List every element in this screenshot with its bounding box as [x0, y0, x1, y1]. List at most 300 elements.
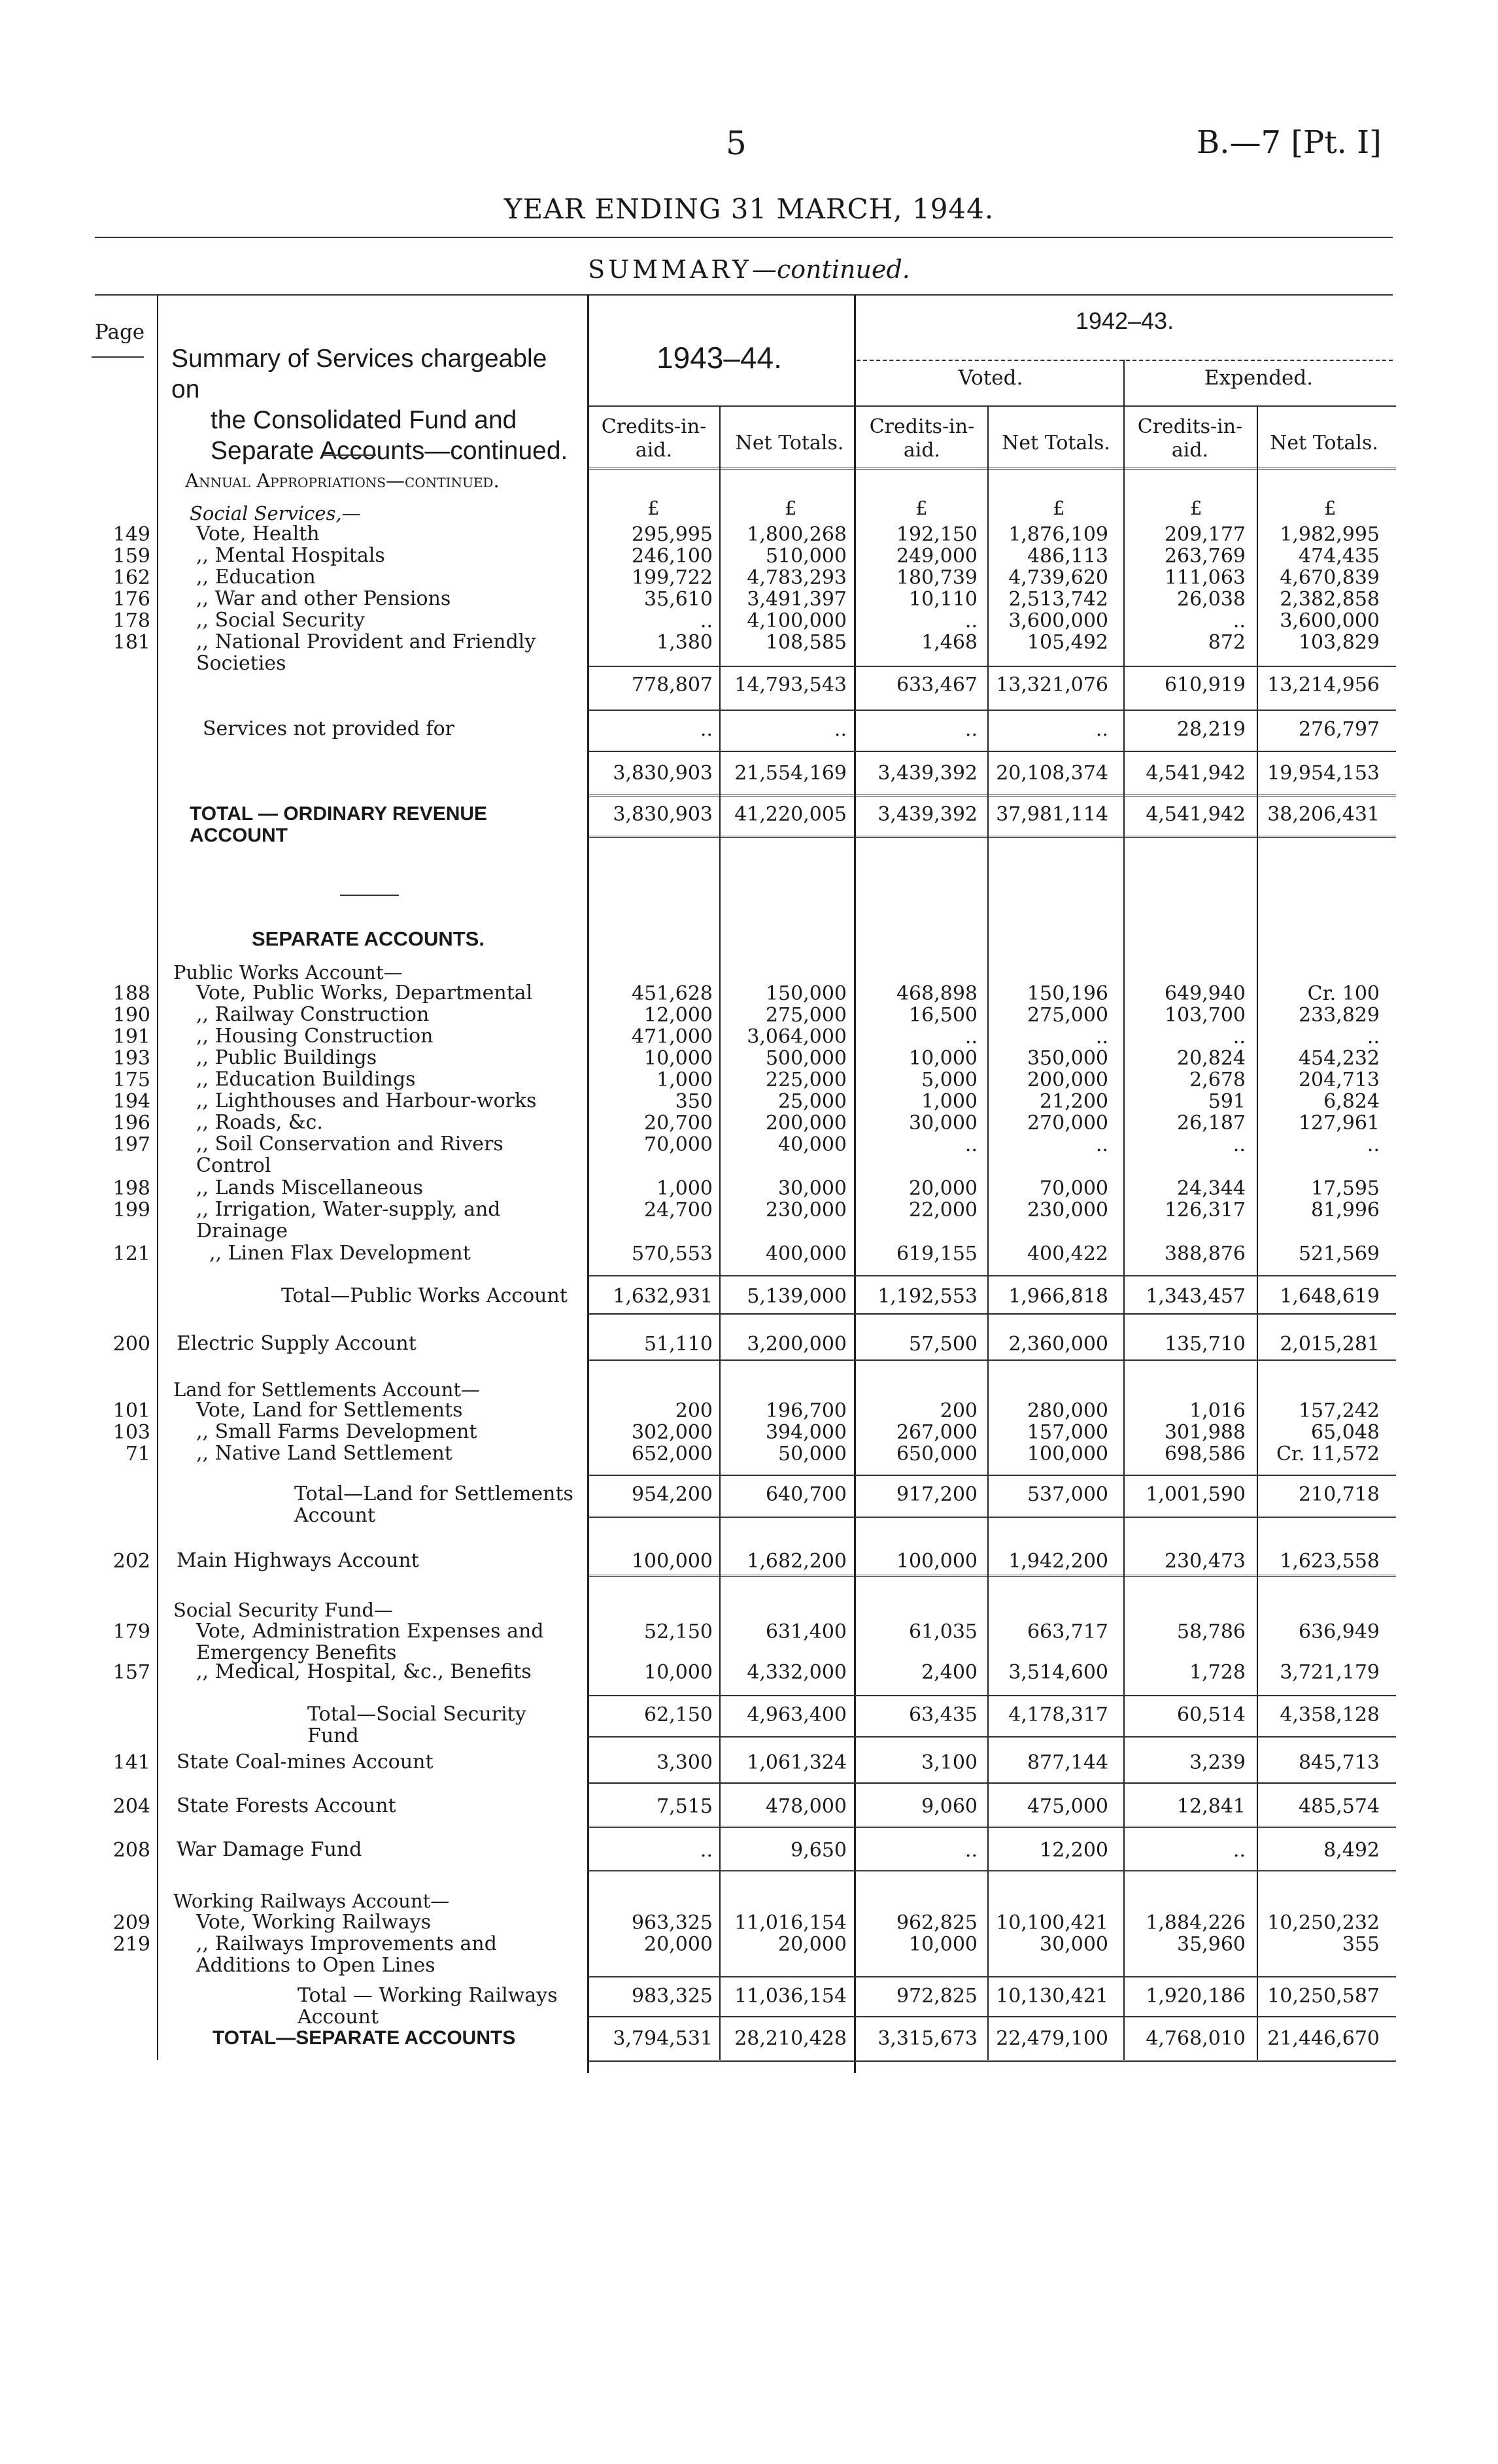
row-label: ,, Lands Miscellaneous — [196, 1176, 424, 1199]
row-value-col-1: 3,300 — [656, 1751, 713, 1774]
page-column-rule — [157, 294, 158, 2060]
row-value-col-1: 62,150 — [644, 1703, 713, 1726]
page-number: 5 — [726, 124, 747, 162]
row-value-col-1: 10,000 — [644, 1661, 713, 1684]
row-value-col-6: 103,829 — [1298, 631, 1380, 654]
row-value-col-4: 105,492 — [1027, 631, 1108, 654]
row-page-ref: 209 — [112, 1911, 150, 1934]
row-page-ref: 190 — [112, 1004, 150, 1027]
row-page-ref: 141 — [112, 1751, 150, 1774]
row-value-col-1: 302,000 — [631, 1421, 713, 1444]
page-title: YEAR ENDING 31 MARCH, 1944. — [503, 193, 995, 225]
row-value-col-4: 70,000 — [1040, 1177, 1108, 1200]
row-value-col-1: 35,610 — [644, 588, 713, 611]
row-value-col-4: 280,000 — [1027, 1399, 1108, 1422]
row-value-col-3: 1,468 — [921, 631, 978, 654]
rule-before-total-separate — [588, 2016, 1396, 2017]
row-value-col-5: .. — [1233, 1025, 1246, 1048]
row-label: ,, Irrigation, Water-supply, and Drainage — [196, 1198, 501, 1242]
row-value-col-4: 37,981,114 — [996, 803, 1108, 826]
row-value-col-6: 17,595 — [1311, 1177, 1380, 1200]
row-value-col-2: .. — [834, 718, 847, 741]
row-value-col-1: 954,200 — [631, 1483, 713, 1506]
row-page-ref: 193 — [112, 1047, 150, 1070]
row-page-ref: 219 — [112, 1933, 150, 1956]
row-value-col-5: 126,317 — [1164, 1199, 1246, 1222]
header-bottom-rule — [588, 468, 1396, 471]
page-subtitle: SUMMARY—continued. — [588, 255, 910, 284]
row-value-col-5: 135,710 — [1164, 1333, 1246, 1356]
row-value-col-3: 200 — [940, 1399, 978, 1422]
rule-after-main-highways — [588, 1575, 1396, 1579]
row-value-col-4: 10,130,421 — [996, 1985, 1108, 2008]
voted-header: Voted. — [958, 366, 1023, 390]
row-value-col-4: 100,000 — [1027, 1443, 1108, 1465]
row-value-col-4: 13,321,076 — [996, 674, 1108, 696]
row-value-col-3: 10,000 — [909, 1933, 978, 1956]
rule-after-lfs-total — [588, 1516, 1396, 1520]
row-value-col-3: 3,100 — [921, 1751, 978, 1774]
row-label: Electric Supply Account — [177, 1332, 417, 1355]
row-value-col-5: 1,016 — [1189, 1399, 1246, 1422]
row-value-col-1: 70,000 — [644, 1133, 713, 1156]
row-value-col-5: 230,473 — [1164, 1550, 1246, 1573]
row-value-col-5: 209,177 — [1164, 523, 1246, 546]
row-value-col-4: 1,942,200 — [1008, 1550, 1108, 1573]
row-value-col-5: 20,824 — [1177, 1047, 1246, 1070]
row-value-col-3: .. — [964, 1025, 978, 1048]
row-value-col-5: 4,541,942 — [1146, 762, 1246, 785]
row-page-ref: 199 — [112, 1199, 150, 1222]
row-value-col-2: 108,585 — [765, 631, 847, 654]
row-value-col-3: 5,000 — [921, 1069, 978, 1091]
row-value-col-2: 41,220,005 — [734, 803, 847, 826]
row-value-col-2: 510,000 — [765, 545, 847, 568]
row-value-col-6: 2,382,858 — [1280, 588, 1380, 611]
row-page-ref: 162 — [112, 566, 150, 589]
row-page-ref: 179 — [112, 1620, 150, 1643]
row-page-ref: 176 — [112, 588, 150, 611]
row-value-col-2: 40,000 — [778, 1133, 847, 1156]
row-value-col-6: .. — [1367, 1025, 1380, 1048]
row-value-col-4: 486,113 — [1027, 545, 1108, 568]
rule-after-state-forests — [588, 1826, 1396, 1830]
row-value-col-1: 7,515 — [656, 1795, 713, 1818]
row-value-col-5: 1,343,457 — [1146, 1285, 1246, 1308]
row-value-col-1: 199,722 — [631, 566, 713, 589]
row-value-col-3: 3,315,673 — [877, 2027, 978, 2050]
row-page-ref: 204 — [112, 1795, 150, 1818]
row-value-col-2: 1,800,268 — [747, 523, 847, 546]
row-value-col-6: 355 — [1342, 1933, 1380, 1956]
row-label: War Damage Fund — [177, 1838, 362, 1861]
row-value-col-1: 1,000 — [656, 1069, 713, 1091]
row-page-ref: 198 — [112, 1177, 150, 1200]
row-value-col-3: .. — [964, 1133, 978, 1156]
row-value-col-6: 636,949 — [1298, 1620, 1380, 1643]
section-social-services: Social Services,— — [190, 502, 361, 524]
row-value-col-5: 1,728 — [1189, 1661, 1246, 1684]
row-page-ref: 149 — [112, 523, 150, 546]
row-value-col-6: 10,250,587 — [1267, 1985, 1380, 2008]
row-value-col-5: 26,038 — [1177, 588, 1246, 611]
row-value-col-3: 16,500 — [909, 1004, 978, 1027]
section-land-for-settlements: Land for Settlements Account— — [173, 1378, 481, 1401]
row-value-col-1: 1,000 — [656, 1177, 713, 1200]
row-value-col-1: 12,000 — [644, 1004, 713, 1027]
net-header-1943: Net Totals. — [735, 432, 844, 454]
row-value-col-4: .. — [1095, 1025, 1108, 1048]
row-page-ref: 200 — [112, 1333, 150, 1356]
row-value-col-5: .. — [1233, 1133, 1246, 1156]
row-value-col-2: 30,000 — [778, 1177, 847, 1200]
row-value-col-6: 38,206,431 — [1267, 803, 1380, 826]
row-value-col-5: 24,344 — [1177, 1177, 1246, 1200]
row-value-col-5: 1,001,590 — [1146, 1483, 1246, 1506]
row-label: State Forests Account — [177, 1794, 396, 1817]
row-value-col-1: 778,807 — [631, 674, 713, 696]
row-page-ref: 101 — [112, 1399, 150, 1422]
row-value-col-5: 2,678 — [1189, 1069, 1246, 1091]
row-page-ref: 196 — [112, 1112, 150, 1135]
row-value-col-2: 11,036,154 — [734, 1985, 847, 2008]
pound-sign-5: £ — [1190, 497, 1202, 519]
row-value-col-3: 57,500 — [909, 1333, 978, 1356]
row-value-col-1: 471,000 — [631, 1025, 713, 1048]
row-value-col-1: 451,628 — [631, 982, 713, 1005]
subtotal-rule-social — [588, 666, 1396, 667]
row-value-col-1: 350 — [675, 1090, 713, 1113]
row-value-col-4: 21,200 — [1040, 1090, 1108, 1113]
row-value-col-5: 103,700 — [1164, 1004, 1246, 1027]
row-value-col-3: .. — [964, 1839, 978, 1862]
row-value-col-4: 537,000 — [1027, 1483, 1108, 1506]
row-value-col-4: 270,000 — [1027, 1112, 1108, 1135]
row-value-col-2: 4,963,400 — [747, 1703, 847, 1726]
row-value-col-1: 570,553 — [631, 1242, 713, 1265]
row-value-col-3: 1,000 — [921, 1090, 978, 1113]
row-value-col-6: 65,048 — [1311, 1421, 1380, 1444]
row-label: Services not provided for — [203, 717, 455, 740]
rule-after-pw-total — [588, 1313, 1396, 1318]
row-value-col-6: 1,982,995 — [1280, 523, 1380, 546]
row-value-col-5: 872 — [1208, 631, 1246, 654]
row-value-col-3: 962,825 — [896, 1911, 978, 1934]
row-value-col-4: 150,196 — [1027, 982, 1108, 1005]
row-label: ,, Education — [196, 566, 316, 589]
row-page-ref: 121 — [112, 1242, 150, 1265]
row-value-col-2: 200,000 — [765, 1112, 847, 1135]
row-value-col-2: 150,000 — [765, 982, 847, 1005]
row-value-col-4: 4,739,620 — [1008, 566, 1108, 589]
row-label: ,, Roads, &c. — [196, 1111, 323, 1134]
row-value-col-5: 26,187 — [1177, 1112, 1246, 1135]
row-value-col-1: 295,995 — [631, 523, 713, 546]
pound-sign-3: £ — [915, 497, 928, 519]
row-value-col-5: 60,514 — [1177, 1703, 1246, 1726]
row-value-col-2: 225,000 — [765, 1069, 847, 1091]
row-value-col-2: 50,000 — [778, 1443, 847, 1465]
row-value-col-4: 1,966,818 — [1008, 1285, 1108, 1308]
row-value-col-5: 4,768,010 — [1146, 2027, 1246, 2050]
row-value-col-1: 52,150 — [644, 1620, 713, 1643]
row-page-ref: 194 — [112, 1090, 150, 1113]
row-value-col-3: 249,000 — [896, 545, 978, 568]
row-value-col-6: Cr. 11,572 — [1276, 1443, 1380, 1465]
row-value-col-6: 4,358,128 — [1280, 1703, 1380, 1726]
row-value-col-5: 111,063 — [1164, 566, 1246, 589]
row-value-col-6: 6,824 — [1323, 1090, 1380, 1113]
row-value-col-6: 1,623,558 — [1280, 1550, 1380, 1573]
row-label: Vote, Land for Settlements — [196, 1399, 463, 1422]
section-separate-accounts: SEPARATE ACCOUNTS. — [252, 927, 485, 950]
row-value-col-3: 3,439,392 — [877, 762, 978, 785]
desc-short-rule — [324, 454, 376, 456]
row-value-col-1: 100,000 — [631, 1550, 713, 1573]
row-value-col-1: 246,100 — [631, 545, 713, 568]
row-value-col-2: 3,064,000 — [747, 1025, 847, 1048]
row-value-col-1: .. — [700, 609, 713, 632]
row-page-ref: 197 — [112, 1133, 150, 1156]
row-value-col-5: 263,769 — [1164, 545, 1246, 568]
row-value-col-6: 2,015,281 — [1280, 1333, 1380, 1356]
row-value-col-3: 972,825 — [896, 1985, 978, 2008]
row-label: ,, Railway Construction — [196, 1003, 430, 1026]
row-value-col-6: 204,713 — [1298, 1069, 1380, 1091]
rule-before-ssf-total — [588, 1695, 1396, 1696]
credits-header-expended: Credits-in-aid. — [1137, 415, 1243, 462]
row-value-col-2: 3,491,397 — [747, 588, 847, 611]
row-value-col-6: 474,435 — [1298, 545, 1380, 568]
section-annual-appropriations: Annual Appropriations—continued. — [185, 470, 500, 492]
row-value-col-5: 301,988 — [1164, 1421, 1246, 1444]
row-value-col-4: 877,144 — [1027, 1751, 1108, 1774]
row-value-col-3: 9,060 — [921, 1795, 978, 1818]
credits-header-voted: Credits-in-aid. — [869, 415, 975, 462]
row-value-col-6: 276,797 — [1298, 718, 1380, 741]
row-label: Vote, Public Works, Departmental — [196, 982, 533, 1004]
credits-header-1943: Credits-in-aid. — [601, 415, 707, 462]
page-header-rule — [92, 356, 144, 358]
row-page-ref: 157 — [112, 1661, 150, 1684]
row-value-col-3: 10,000 — [909, 1047, 978, 1070]
row-value-col-3: 30,000 — [909, 1112, 978, 1135]
pound-sign-1: £ — [647, 497, 660, 519]
row-label: Total—Public Works Account — [281, 1284, 568, 1307]
row-value-col-3: 650,000 — [896, 1443, 978, 1465]
row-value-col-6: 19,954,153 — [1267, 762, 1380, 785]
row-page-ref: 181 — [112, 631, 150, 654]
row-value-col-5: 1,884,226 — [1146, 1911, 1246, 1934]
row-value-col-1: 51,110 — [644, 1333, 713, 1356]
net-header-voted: Net Totals. — [1002, 432, 1110, 454]
row-label: ,, Lighthouses and Harbour-works — [196, 1089, 537, 1112]
rule-before-total-ordinary — [588, 795, 1396, 799]
row-value-col-1: .. — [700, 718, 713, 741]
row-value-col-2: 11,016,154 — [734, 1911, 847, 1934]
row-value-col-4: 10,100,421 — [996, 1911, 1108, 1934]
rule-after-war-damage — [588, 1870, 1396, 1875]
row-label: Main Highways Account — [177, 1549, 419, 1572]
row-label: ,, Housing Construction — [196, 1025, 434, 1048]
row-value-col-4: 663,717 — [1027, 1620, 1108, 1643]
row-page-ref: 159 — [112, 545, 150, 568]
row-value-col-1: 983,325 — [631, 1985, 713, 2008]
row-label: ,, Soil Conservation and Rivers Control — [196, 1133, 503, 1177]
row-label: ,, Social Security — [196, 609, 366, 632]
row-label: ,, Native Land Settlement — [196, 1442, 452, 1465]
row-value-col-5: 4,541,942 — [1146, 803, 1246, 826]
row-label: ,, War and other Pensions — [196, 587, 451, 610]
row-value-col-2: 196,700 — [765, 1399, 847, 1422]
row-value-col-3: 2,400 — [921, 1661, 978, 1684]
row-value-col-6: 3,721,179 — [1280, 1661, 1380, 1684]
row-value-col-6: 8,492 — [1323, 1839, 1380, 1862]
description-column-rule — [587, 294, 589, 2073]
row-value-col-1: 3,830,903 — [613, 762, 713, 785]
column-rule-1 — [719, 405, 721, 2060]
row-value-col-3: 468,898 — [896, 982, 978, 1005]
row-value-col-3: 633,467 — [896, 674, 978, 696]
page-column-header: Page — [95, 320, 145, 344]
document-reference: B.—7 [Pt. I] — [1197, 124, 1382, 161]
row-page-ref: 208 — [112, 1839, 150, 1862]
row-value-col-6: 21,446,670 — [1267, 2027, 1380, 2050]
rule-after-social-total — [588, 710, 1396, 711]
row-value-col-4: 1,876,109 — [1008, 523, 1108, 546]
row-value-col-2: 21,554,169 — [734, 762, 847, 785]
row-label: ,, National Provident and Friendly Societies — [196, 630, 536, 675]
pound-sign-4: £ — [1053, 497, 1065, 519]
row-value-col-2: 500,000 — [765, 1047, 847, 1070]
row-value-col-2: 28,210,428 — [734, 2027, 847, 2050]
title-rule — [95, 237, 1393, 238]
row-value-col-1: 1,380 — [656, 631, 713, 654]
row-label: Vote, Working Railways — [196, 1911, 432, 1934]
row-page-ref: 103 — [112, 1421, 150, 1444]
row-value-col-6: 3,600,000 — [1280, 609, 1380, 632]
row-label: Vote, Administration Expenses and Emergency Benefits — [196, 1620, 544, 1664]
rule-after-total-ordinary — [588, 836, 1396, 840]
subheader-rule — [588, 405, 1396, 407]
expended-header: Expended. — [1204, 366, 1314, 390]
row-value-col-5: 58,786 — [1177, 1620, 1246, 1643]
row-value-col-6: 233,829 — [1298, 1004, 1380, 1027]
row-value-col-6: 127,961 — [1298, 1112, 1380, 1135]
row-value-col-2: 478,000 — [765, 1795, 847, 1818]
rule-before-wr-total — [588, 1976, 1396, 1977]
row-value-col-6: 81,996 — [1311, 1199, 1380, 1222]
row-value-col-6: 485,574 — [1298, 1795, 1380, 1818]
row-value-col-4: .. — [1095, 1133, 1108, 1156]
row-value-col-2: 275,000 — [765, 1004, 847, 1027]
row-value-col-4: 350,000 — [1027, 1047, 1108, 1070]
row-value-col-4: 157,000 — [1027, 1421, 1108, 1444]
rule-after-ssf-total — [588, 1736, 1396, 1741]
row-value-col-3: 63,435 — [909, 1703, 978, 1726]
row-page-ref: 178 — [112, 609, 150, 632]
row-value-col-6: 454,232 — [1298, 1047, 1380, 1070]
row-label: Total—Land for Settlements Account — [294, 1482, 573, 1527]
section-working-railways: Working Railways Account— — [173, 1890, 450, 1912]
row-value-col-1: 3,830,903 — [613, 803, 713, 826]
row-value-col-2: 20,000 — [778, 1933, 847, 1956]
row-label: Total — Working Railways Account — [298, 1984, 558, 2028]
row-value-col-3: 61,035 — [909, 1620, 978, 1643]
row-value-col-5: .. — [1233, 609, 1246, 632]
column-rule-5 — [1257, 405, 1258, 2060]
row-value-col-1: .. — [700, 1839, 713, 1862]
row-value-col-4: .. — [1095, 718, 1108, 741]
row-label: ,, Small Farms Development — [196, 1420, 477, 1443]
row-value-col-6: 210,718 — [1298, 1483, 1380, 1506]
row-value-col-5: 3,239 — [1189, 1751, 1246, 1774]
row-value-col-3: .. — [964, 718, 978, 741]
row-value-col-2: 14,793,543 — [734, 674, 847, 696]
row-value-col-2: 631,400 — [765, 1620, 847, 1643]
row-value-col-5: 28,219 — [1177, 718, 1246, 741]
year-1942-43-header: 1942–43. — [1075, 307, 1174, 334]
row-value-col-5: 610,919 — [1164, 674, 1246, 696]
row-value-col-5: 591 — [1208, 1090, 1246, 1113]
row-value-col-2: 3,200,000 — [747, 1333, 847, 1356]
row-value-col-3: 100,000 — [896, 1550, 978, 1573]
row-value-col-3: 10,110 — [909, 588, 978, 611]
rule-before-lfs-total — [588, 1475, 1396, 1476]
row-value-col-2: 4,332,000 — [747, 1661, 847, 1684]
row-value-col-6: 845,713 — [1298, 1751, 1380, 1774]
section-divider-rule — [340, 895, 399, 896]
row-value-col-4: 22,479,100 — [996, 2027, 1108, 2050]
row-value-col-4: 12,200 — [1040, 1839, 1108, 1862]
row-value-col-2: 4,783,293 — [747, 566, 847, 589]
row-label: ,, Railways Improvements and Additions to Open Lines — [196, 1932, 497, 1977]
row-value-col-2: 25,000 — [778, 1090, 847, 1113]
row-value-col-1: 24,700 — [644, 1199, 713, 1222]
row-label: State Coal-mines Account — [177, 1751, 434, 1773]
row-label: ,, Public Buildings — [196, 1046, 377, 1069]
year-group-rule — [857, 360, 1393, 361]
row-value-col-2: 4,100,000 — [747, 609, 847, 632]
row-label: ,, Education Buildings — [196, 1068, 416, 1091]
row-value-col-3: .. — [964, 609, 978, 632]
row-value-col-5: 698,586 — [1164, 1443, 1246, 1465]
row-label: TOTAL — ORDINARY REVENUE ACCOUNT — [190, 803, 488, 846]
row-value-col-6: .. — [1367, 1133, 1380, 1156]
row-label: TOTAL—SEPARATE ACCOUNTS — [213, 2027, 516, 2049]
row-page-ref: 202 — [112, 1550, 150, 1573]
description-header: Summary of Services chargeable on the Consolidated Fund and Separate Accounts—continued. — [171, 345, 568, 465]
row-value-col-1: 20,000 — [644, 1933, 713, 1956]
row-value-col-1: 963,325 — [631, 1911, 713, 1934]
row-label: ,, Medical, Hospital, &c., Benefits — [196, 1660, 532, 1683]
row-value-col-4: 4,178,317 — [1008, 1703, 1108, 1726]
row-value-col-6: 157,242 — [1298, 1399, 1380, 1422]
row-value-col-1: 652,000 — [631, 1443, 713, 1465]
pound-sign-6: £ — [1324, 497, 1336, 519]
row-value-col-5: 12,841 — [1177, 1795, 1246, 1818]
rule-after-electric — [588, 1359, 1396, 1363]
row-label: Total—Social Security Fund — [307, 1703, 526, 1747]
row-label: ,, Mental Hospitals — [196, 544, 385, 567]
column-rule-2 — [854, 294, 856, 2073]
table-top-rule — [95, 294, 1393, 296]
row-value-col-1: 3,794,531 — [613, 2027, 713, 2050]
row-value-col-5: 35,960 — [1177, 1933, 1246, 1956]
row-value-col-3: 267,000 — [896, 1421, 978, 1444]
rule-after-total-separate — [588, 2060, 1396, 2064]
row-value-col-3: 180,739 — [896, 566, 978, 589]
